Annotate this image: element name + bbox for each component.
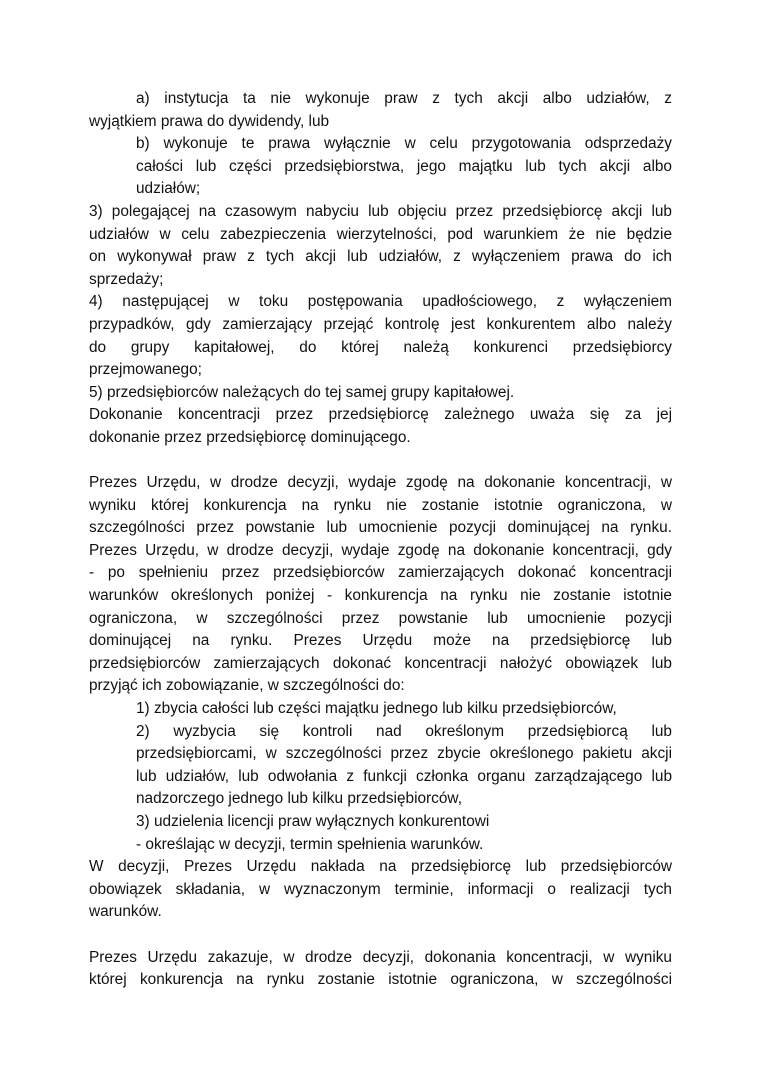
paragraph-gap xyxy=(89,924,672,947)
text-line: W decyzji, Prezes Urzędu nakłada na przedsiębiorcę lub przedsiębiorców xyxy=(89,858,672,876)
text-line: przyjąć ich zobowiązanie, w szczególności do: xyxy=(89,677,405,695)
text-line: 4) następującej w toku postępowania upadłościowego, z wyłączeniem xyxy=(89,293,672,311)
text-line: szczególności przez powstanie lub umocnienie pozycji dominującej na rynku. xyxy=(89,519,672,537)
text-line: Prezes Urzędu zakazuje, w drodze decyzji, dokonania koncentracji, w wyniku xyxy=(89,948,672,966)
text-line: wyniku której konkurencja na rynku nie zostanie istotnie ograniczona, w xyxy=(89,496,672,514)
text-line: Prezes Urzędu, w drodze decyzji, wydaje zgodę na dokonanie koncentracji, gdy xyxy=(89,541,672,559)
list-item: 2) wyzbycia się kontroli nad określonym przedsiębiorcą lub xyxy=(136,722,672,740)
text-line: wyjątkiem prawa do dywidendy, lub xyxy=(89,112,330,130)
text-line: sprzedaży; xyxy=(89,270,164,288)
text-line: b) wykonuje te prawa wyłącznie w celu przygotowania odsprzedaży xyxy=(136,135,672,153)
text-line: udziałów w celu zabezpieczenia wierzytelności, pod warunkiem że nie będzie xyxy=(89,225,672,243)
text-line: warunków. xyxy=(89,903,162,921)
text-line: nadzorczego jednego lub kilku przedsiębiorców, xyxy=(136,790,462,808)
text-line: on wykonywał praw z tych akcji lub udziałów, z wyłączeniem prawa do ich xyxy=(89,248,672,266)
text-line: przedsiębiorców zamierzających dokonać koncentracji nałożyć obowiązek lub xyxy=(89,654,672,672)
text-line: lub udziałów, lub odwołania z funkcji członka organu zarządzającego lub xyxy=(136,767,672,785)
paragraph-gap xyxy=(89,450,672,473)
text-line: ograniczona, w szczególności przez powstanie lub umocnienie pozycji xyxy=(89,609,672,627)
text-line: przypadków, gdy zamierzający przejąć kontrolę jest konkurentem albo należy xyxy=(89,315,672,333)
list-item: 1) zbycia całości lub części majątku jednego lub kilku przedsiębiorców, xyxy=(136,700,617,718)
text-line: - po spełnieniu przez przedsiębiorców zamierzających dokonać koncentracji xyxy=(89,564,672,582)
text-line: której konkurencja na rynku zostanie istotnie ograniczona, w szczególności xyxy=(89,971,672,989)
text-line: a) instytucja ta nie wykonuje praw z tych akcji albo udziałów, z xyxy=(136,90,672,107)
text-line: dominującej na rynku. Prezes Urzędu może na przedsiębiorcę lub xyxy=(89,632,672,650)
text-line: do grupy kapitałowej, do której należą konkurenci przedsiębiorcy xyxy=(89,338,672,356)
text-line: 3) polegającej na czasowym nabyciu lub objęciu przez przedsiębiorcę akcji lub xyxy=(89,202,672,220)
text-line: - określając w decyzji, termin spełnienia warunków. xyxy=(136,835,484,853)
list-item: 3) udzielenia licencji praw wyłącznych konkurentowi xyxy=(136,813,490,830)
text-line: przedsiębiorcami, w szczególności przez zbycie określonego pakietu akcji xyxy=(136,745,672,763)
text-line: warunków określonych poniżej - konkurencja na rynku nie zostanie istotnie xyxy=(89,587,672,605)
text-line: udziałów; xyxy=(136,180,201,198)
text-line: dokonanie przez przedsiębiorcę dominującego. xyxy=(89,428,411,446)
text-line: całości lub części przedsiębiorstwa, jego majątku lub tych akcji albo xyxy=(136,157,672,175)
text-line: obowiązek składania, w wyznaczonym terminie, informacji o realizacji tych xyxy=(89,880,672,898)
text-line: Dokonanie koncentracji przez przedsiębiorcę zależnego uważa się za jej xyxy=(89,406,672,424)
text-line: przejmowanego; xyxy=(89,361,202,379)
text-line: Prezes Urzędu, w drodze decyzji, wydaje zgodę na dokonanie koncentracji, w xyxy=(89,474,672,492)
document-body xyxy=(89,88,672,992)
text-line: 5) przedsiębiorców należących do tej samej grupy kapitałowej. xyxy=(89,383,515,401)
